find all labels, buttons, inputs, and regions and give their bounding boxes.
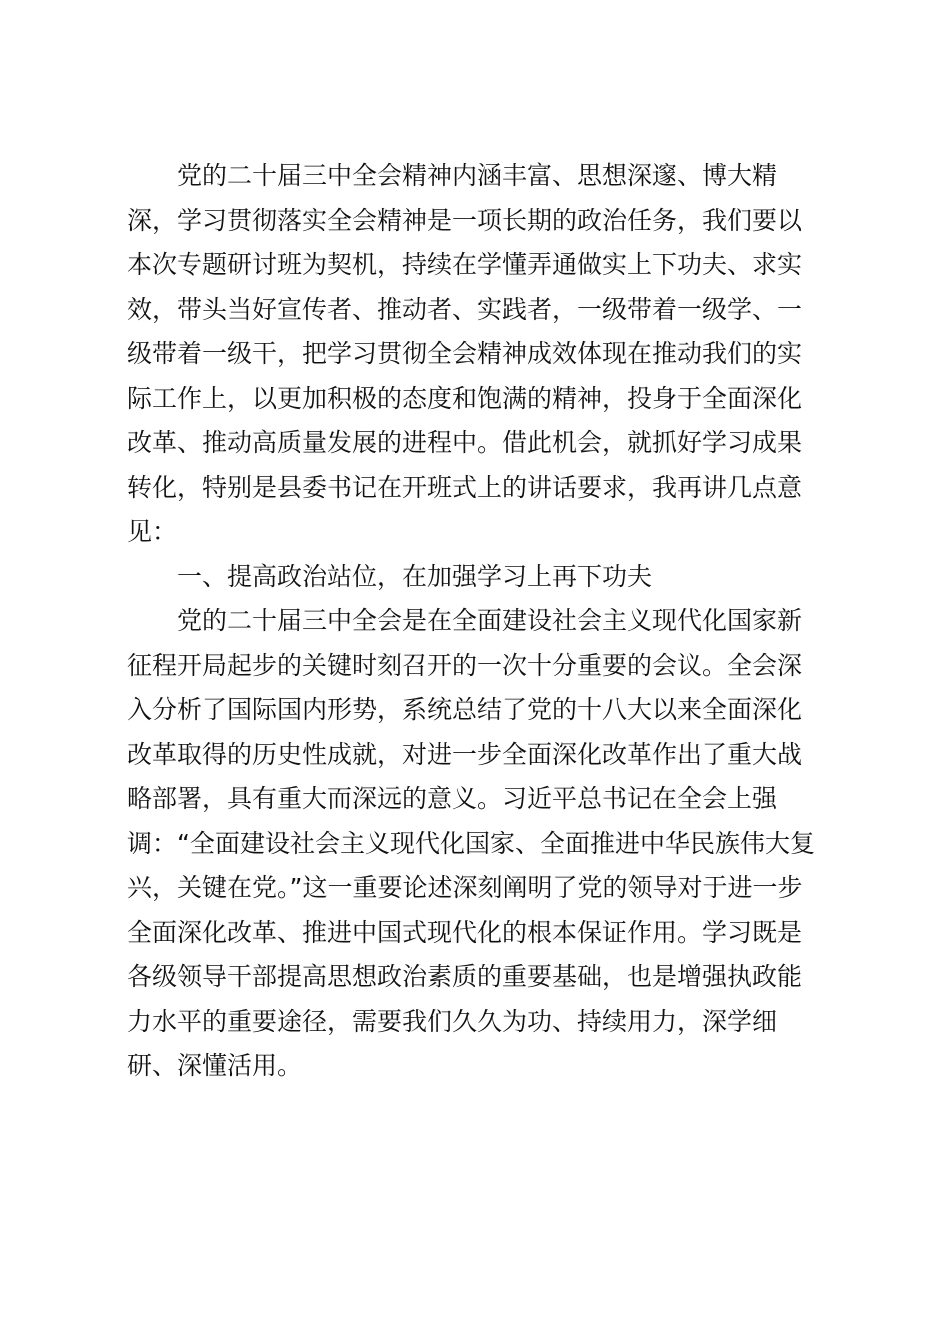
paragraph-line: 研、深懂活用。 bbox=[127, 1051, 303, 1080]
paragraph-line: 转化，特别是县委书记在开班式上的讲话要求，我再讲几点意 bbox=[127, 472, 803, 502]
paragraph-line: 党的二十届三中全会精神内涵丰富、思想深邃、博大精 bbox=[177, 161, 778, 190]
paragraph-line: 各级领导干部提高思想政治素质的重要基础，也是增强执政能 bbox=[127, 962, 803, 991]
paragraph-line: 党的二十届三中全会是在全面建设社会主义现代化国家新 bbox=[177, 606, 803, 635]
paragraph-line: 略部署，具有重大而深远的意义。习近平总书记在全会上强 bbox=[127, 784, 778, 813]
paragraph-line: 深，学习贯彻落实全会精神是一项长期的政治任务，我们要以 bbox=[127, 205, 803, 235]
paragraph-line: 入分析了国际国内形势，系统总结了党的十八大以来全面深化 bbox=[127, 695, 803, 724]
paragraph-line: 改革取得的历史性成就，对进一步全面深化改革作出了重大战 bbox=[127, 739, 803, 769]
section-heading: 一、提高政治站位，在加强学习上再下功夫 bbox=[177, 561, 653, 591]
paragraph-intro bbox=[127, 154, 827, 555]
paragraph-line: 际工作上，以更加积极的态度和饱满的精神，投身于全面深化 bbox=[127, 383, 803, 413]
paragraph-line: 兴，关键在党。”这一重要论述深刻阐明了党的领导对于进一步 bbox=[127, 873, 803, 902]
paragraph-line: 调：“全面建设社会主义现代化国家、全面推进中华民族伟大复 bbox=[127, 828, 815, 858]
paragraph-line: 效，带头当好宣传者、推动者、实践者，一级带着一级学、一 bbox=[127, 294, 803, 324]
paragraph-line: 力水平的重要途径，需要我们久久为功、持续用力，深学细 bbox=[127, 1006, 778, 1036]
paragraph-line: 征程开局起步的关键时刻召开的一次十分重要的会议。全会深 bbox=[127, 650, 803, 680]
paragraph-line: 全面深化改革、推进中国式现代化的根本保证作用。学习既是 bbox=[127, 917, 803, 947]
paragraph-section-1 bbox=[127, 599, 827, 1089]
paragraph-line: 见： bbox=[127, 517, 178, 546]
paragraph-line: 本次专题研讨班为契机，持续在学懂弄通做实上下功夫、求实 bbox=[127, 250, 803, 279]
paragraph-line: 改革、推动高质量发展的进程中。借此机会，就抓好学习成果 bbox=[127, 428, 803, 457]
paragraph-line: 级带着一级干，把学习贯彻全会精神成效体现在推动我们的实 bbox=[127, 339, 803, 368]
document-body bbox=[127, 154, 827, 1089]
